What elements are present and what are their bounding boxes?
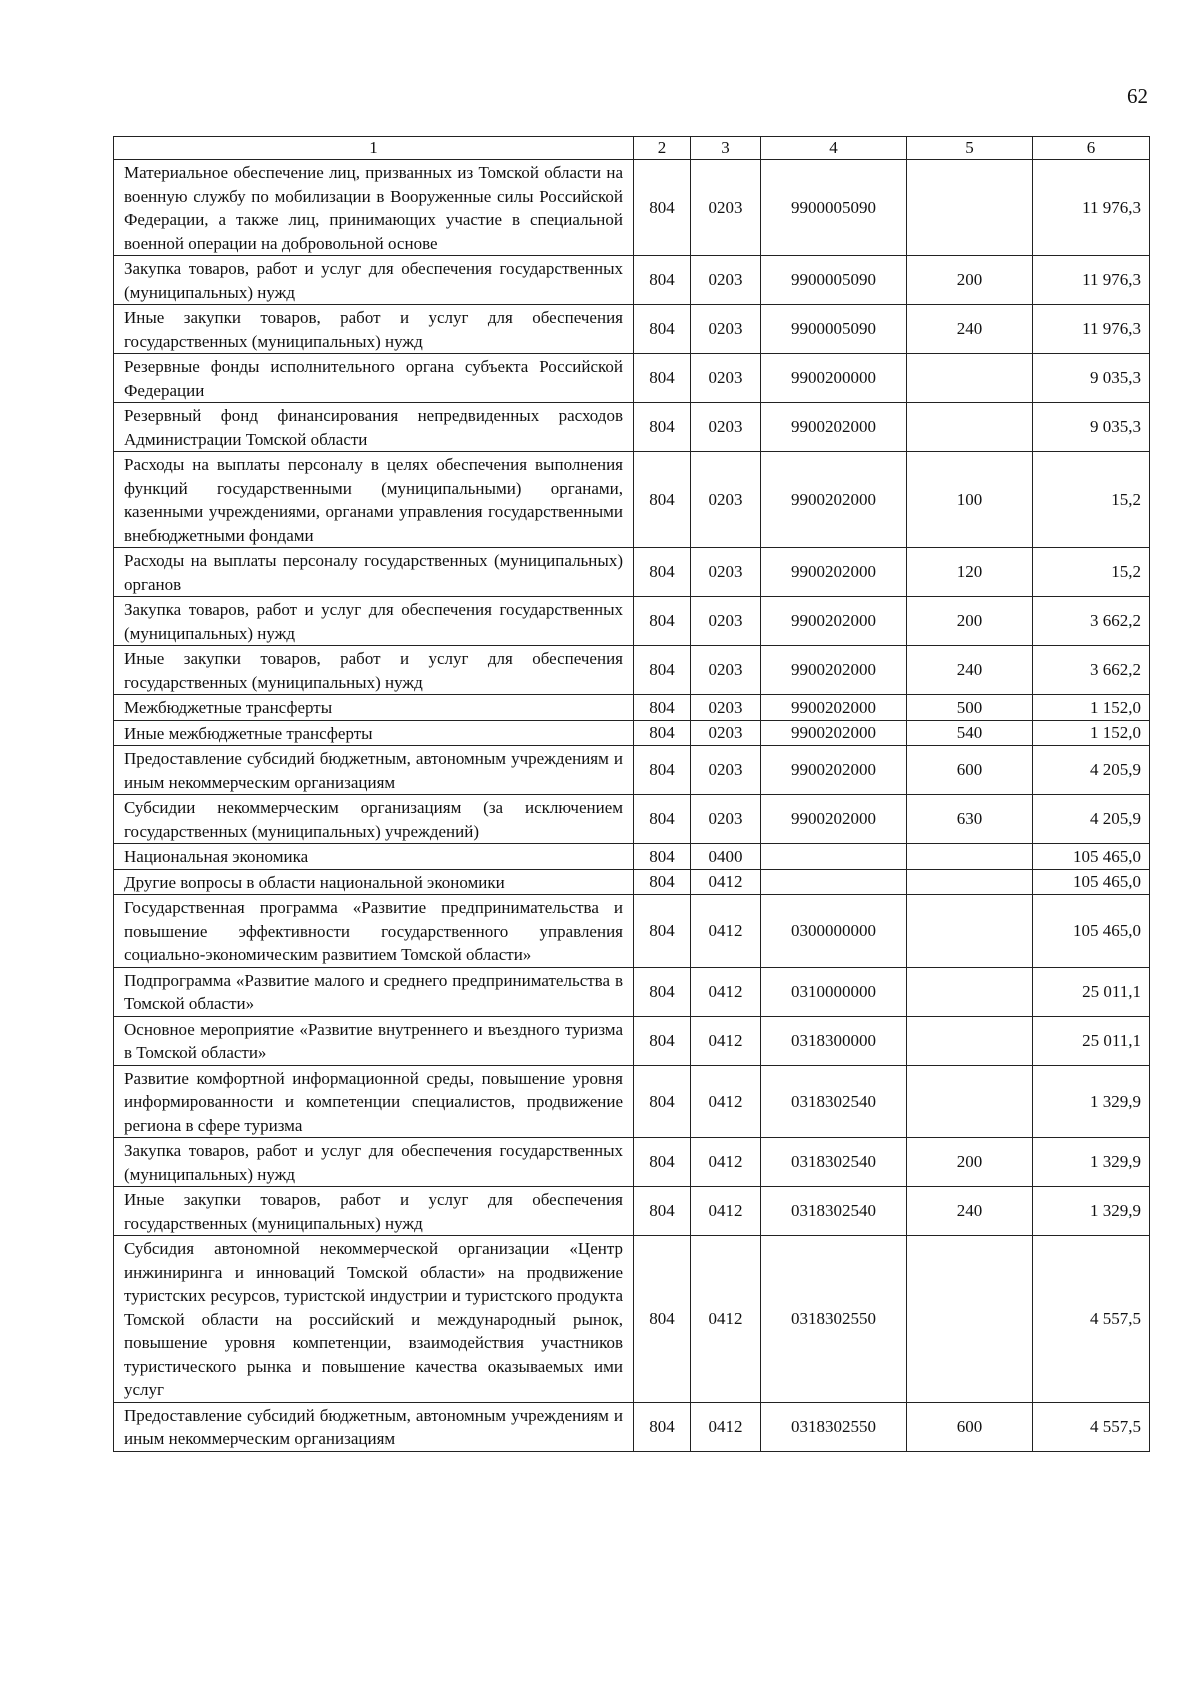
- ministry-code: 804: [634, 795, 691, 844]
- header-cell: 5: [907, 137, 1033, 160]
- amount: 25 011,1: [1033, 1016, 1150, 1065]
- item-name: Закупка товаров, работ и услуг для обеспечения государственных (муниципальных) нужд: [114, 597, 634, 646]
- ministry-code: 804: [634, 869, 691, 895]
- item-name: Подпрограмма «Развитие малого и среднего предпринимательства в Томской области»: [114, 967, 634, 1016]
- amount: 15,2: [1033, 452, 1150, 548]
- target-article-code: 9900202000: [761, 403, 907, 452]
- expense-type-code: 240: [907, 646, 1033, 695]
- section-code: 0203: [691, 695, 761, 721]
- header-cell: 4: [761, 137, 907, 160]
- section-code: 0203: [691, 646, 761, 695]
- item-name: Резервный фонд финансирования непредвиденных расходов Администрации Томской области: [114, 403, 634, 452]
- table-row: [114, 720, 1150, 746]
- expense-type-code: 240: [907, 1187, 1033, 1236]
- amount: 4 205,9: [1033, 795, 1150, 844]
- table-row: [114, 895, 1150, 968]
- item-name: Материальное обеспечение лиц, призванных из Томской области на военную службу по мобилизации в Вооруженные силы Российской Федерации, а также лиц, принимающих участие в специальной военной операции на добровольной основе: [114, 160, 634, 256]
- target-article-code: 9900202000: [761, 452, 907, 548]
- target-article-code: 9900202000: [761, 548, 907, 597]
- target-article-code: 9900202000: [761, 646, 907, 695]
- section-code: 0203: [691, 746, 761, 795]
- expense-type-code: [907, 844, 1033, 870]
- section-code: 0203: [691, 403, 761, 452]
- target-article-code: 0318302540: [761, 1138, 907, 1187]
- amount: 4 205,9: [1033, 746, 1150, 795]
- section-code: 0203: [691, 720, 761, 746]
- target-article-code: 9900202000: [761, 746, 907, 795]
- expense-type-code: 120: [907, 548, 1033, 597]
- ministry-code: 804: [634, 1138, 691, 1187]
- ministry-code: 804: [634, 597, 691, 646]
- ministry-code: 804: [634, 746, 691, 795]
- table-row: [114, 1236, 1150, 1403]
- table-row: [114, 1016, 1150, 1065]
- item-name: Расходы на выплаты персоналу в целях обеспечения выполнения функций государственными (муниципальными) органами, казенными учреждениями, органами управления государственными внебюджетными фондами: [114, 452, 634, 548]
- item-name: Субсидии некоммерческим организациям (за исключением государственных (муниципальных) учреждений): [114, 795, 634, 844]
- target-article-code: 0318302540: [761, 1187, 907, 1236]
- section-code: 0203: [691, 795, 761, 844]
- item-name: Закупка товаров, работ и услуг для обеспечения государственных (муниципальных) нужд: [114, 256, 634, 305]
- section-code: 0203: [691, 160, 761, 256]
- expense-type-code: 500: [907, 695, 1033, 721]
- table-row: [114, 354, 1150, 403]
- expense-type-code: 600: [907, 746, 1033, 795]
- ministry-code: 804: [634, 256, 691, 305]
- item-name: Развитие комфортной информационной среды, повышение уровня информированности и компетенции специалистов, продвижение региона в сфере туризма: [114, 1065, 634, 1138]
- table-row: [114, 967, 1150, 1016]
- target-article-code: 9900202000: [761, 720, 907, 746]
- item-name: Предоставление субсидий бюджетным, автономным учреждениям и иным некоммерческим организациям: [114, 746, 634, 795]
- header-cell: 3: [691, 137, 761, 160]
- table-row: [114, 597, 1150, 646]
- ministry-code: 804: [634, 160, 691, 256]
- ministry-code: 804: [634, 1016, 691, 1065]
- amount: 15,2: [1033, 548, 1150, 597]
- amount: 4 557,5: [1033, 1402, 1150, 1451]
- table-row: [114, 844, 1150, 870]
- header-cell: 2: [634, 137, 691, 160]
- target-article-code: 9900005090: [761, 160, 907, 256]
- table-row: [114, 160, 1150, 256]
- expense-type-code: [907, 403, 1033, 452]
- expense-type-code: 630: [907, 795, 1033, 844]
- expense-type-code: [907, 1065, 1033, 1138]
- amount: 1 152,0: [1033, 695, 1150, 721]
- ministry-code: 804: [634, 1402, 691, 1451]
- section-code: 0412: [691, 1138, 761, 1187]
- ministry-code: 804: [634, 354, 691, 403]
- target-article-code: 0318300000: [761, 1016, 907, 1065]
- table-row: [114, 1402, 1150, 1451]
- amount: 9 035,3: [1033, 354, 1150, 403]
- expense-type-code: [907, 1236, 1033, 1403]
- target-article-code: 0310000000: [761, 967, 907, 1016]
- table-row: [114, 795, 1150, 844]
- target-article-code: 9900202000: [761, 695, 907, 721]
- header-cell: 6: [1033, 137, 1150, 160]
- ministry-code: 804: [634, 1187, 691, 1236]
- ministry-code: 804: [634, 844, 691, 870]
- expense-type-code: [907, 967, 1033, 1016]
- amount: 11 976,3: [1033, 256, 1150, 305]
- header-cell: 1: [114, 137, 634, 160]
- section-code: 0412: [691, 1065, 761, 1138]
- ministry-code: 804: [634, 1236, 691, 1403]
- item-name: Основное мероприятие «Развитие внутреннего и въездного туризма в Томской области»: [114, 1016, 634, 1065]
- amount: 3 662,2: [1033, 597, 1150, 646]
- item-name: Субсидия автономной некоммерческой организации «Центр инжиниринга и инноваций Томской области» на продвижение туристских ресурсов, туристской индустрии и туристского продукта Томской области на российский и международный рынок, повышение уровня компетенции, взаимодействия участников туристического рынка и повышение качества оказываемых ими услуг: [114, 1236, 634, 1403]
- ministry-code: 804: [634, 305, 691, 354]
- item-name: Национальная экономика: [114, 844, 634, 870]
- budget-table: [113, 136, 1150, 1452]
- target-article-code: 0300000000: [761, 895, 907, 968]
- section-code: 0203: [691, 597, 761, 646]
- table-row: [114, 403, 1150, 452]
- table-row: [114, 1138, 1150, 1187]
- item-name: Другие вопросы в области национальной экономики: [114, 869, 634, 895]
- section-code: 0203: [691, 548, 761, 597]
- target-article-code: 0318302550: [761, 1236, 907, 1403]
- amount: 105 465,0: [1033, 895, 1150, 968]
- item-name: Иные закупки товаров, работ и услуг для обеспечения государственных (муниципальных) нужд: [114, 646, 634, 695]
- item-name: Государственная программа «Развитие предпринимательства и повышение эффективности государственного управления социально-экономическим развитием Томской области»: [114, 895, 634, 968]
- amount: 105 465,0: [1033, 869, 1150, 895]
- ministry-code: 804: [634, 403, 691, 452]
- target-article-code: [761, 869, 907, 895]
- section-code: 0203: [691, 452, 761, 548]
- ministry-code: 804: [634, 1065, 691, 1138]
- ministry-code: 804: [634, 646, 691, 695]
- section-code: 0203: [691, 256, 761, 305]
- expense-type-code: 100: [907, 452, 1033, 548]
- amount: 1 152,0: [1033, 720, 1150, 746]
- expense-type-code: 200: [907, 256, 1033, 305]
- amount: 11 976,3: [1033, 160, 1150, 256]
- section-code: 0412: [691, 895, 761, 968]
- section-code: 0412: [691, 869, 761, 895]
- table-row: [114, 1065, 1150, 1138]
- target-article-code: 0318302550: [761, 1402, 907, 1451]
- section-code: 0400: [691, 844, 761, 870]
- table-row: [114, 646, 1150, 695]
- expense-type-code: [907, 354, 1033, 403]
- amount: 1 329,9: [1033, 1065, 1150, 1138]
- target-article-code: 9900202000: [761, 795, 907, 844]
- item-name: Резервные фонды исполнительного органа субъекта Российской Федерации: [114, 354, 634, 403]
- target-article-code: 9900200000: [761, 354, 907, 403]
- ministry-code: 804: [634, 720, 691, 746]
- table-row: [114, 869, 1150, 895]
- section-code: 0412: [691, 967, 761, 1016]
- table-row: [114, 1187, 1150, 1236]
- target-article-code: 9900202000: [761, 597, 907, 646]
- table-row: [114, 305, 1150, 354]
- table-row: [114, 256, 1150, 305]
- amount: 1 329,9: [1033, 1187, 1150, 1236]
- section-code: 0412: [691, 1236, 761, 1403]
- section-code: 0412: [691, 1402, 761, 1451]
- amount: 3 662,2: [1033, 646, 1150, 695]
- item-name: Иные закупки товаров, работ и услуг для обеспечения государственных (муниципальных) нужд: [114, 305, 634, 354]
- amount: 11 976,3: [1033, 305, 1150, 354]
- section-code: 0203: [691, 354, 761, 403]
- ministry-code: 804: [634, 548, 691, 597]
- ministry-code: 804: [634, 967, 691, 1016]
- section-code: 0412: [691, 1187, 761, 1236]
- amount: 9 035,3: [1033, 403, 1150, 452]
- item-name: Межбюджетные трансферты: [114, 695, 634, 721]
- expense-type-code: 200: [907, 1138, 1033, 1187]
- target-article-code: 0318302540: [761, 1065, 907, 1138]
- table-row: [114, 695, 1150, 721]
- target-article-code: 9900005090: [761, 305, 907, 354]
- item-name: Закупка товаров, работ и услуг для обеспечения государственных (муниципальных) нужд: [114, 1138, 634, 1187]
- expense-type-code: 240: [907, 305, 1033, 354]
- item-name: Иные межбюджетные трансферты: [114, 720, 634, 746]
- amount: 105 465,0: [1033, 844, 1150, 870]
- table-row: [114, 452, 1150, 548]
- section-code: 0203: [691, 305, 761, 354]
- expense-type-code: 540: [907, 720, 1033, 746]
- section-code: 0412: [691, 1016, 761, 1065]
- expense-type-code: [907, 895, 1033, 968]
- target-article-code: 9900005090: [761, 256, 907, 305]
- page-number: 62: [1127, 84, 1148, 108]
- expense-type-code: 200: [907, 597, 1033, 646]
- expense-type-code: [907, 1016, 1033, 1065]
- expense-type-code: [907, 869, 1033, 895]
- ministry-code: 804: [634, 695, 691, 721]
- expense-type-code: 600: [907, 1402, 1033, 1451]
- item-name: Предоставление субсидий бюджетным, автономным учреждениям и иным некоммерческим организациям: [114, 1402, 634, 1451]
- ministry-code: 804: [634, 895, 691, 968]
- item-name: Иные закупки товаров, работ и услуг для обеспечения государственных (муниципальных) нужд: [114, 1187, 634, 1236]
- ministry-code: 804: [634, 452, 691, 548]
- target-article-code: [761, 844, 907, 870]
- amount: 25 011,1: [1033, 967, 1150, 1016]
- header-row: [114, 137, 1150, 160]
- table-row: [114, 548, 1150, 597]
- table-row: [114, 746, 1150, 795]
- expense-type-code: [907, 160, 1033, 256]
- amount: 4 557,5: [1033, 1236, 1150, 1403]
- item-name: Расходы на выплаты персоналу государственных (муниципальных) органов: [114, 548, 634, 597]
- amount: 1 329,9: [1033, 1138, 1150, 1187]
